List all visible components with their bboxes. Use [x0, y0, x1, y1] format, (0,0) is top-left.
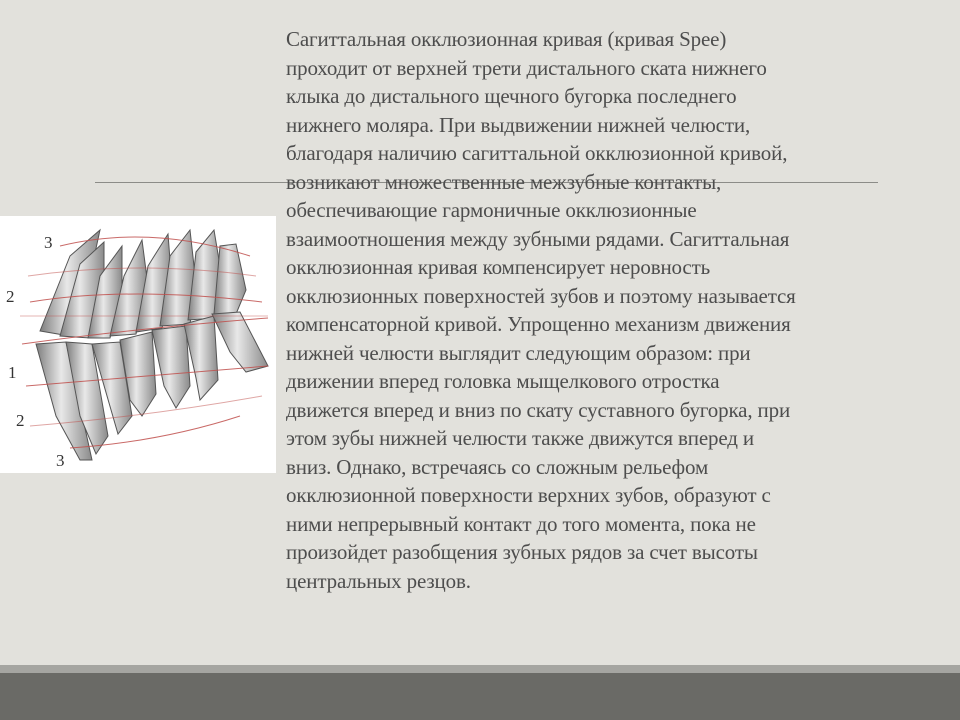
body-line: клыка до дистального щечного бугорка последнего — [286, 84, 737, 108]
body-line: нижней челюсти выглядит следующим образом: при — [286, 340, 751, 365]
body-line: центральных резцов. — [286, 568, 471, 593]
dental-arch-figure — [0, 216, 276, 473]
body-line: взаимоотношения между зубными рядами. Сагиттальная — [286, 226, 790, 251]
row-label-1: 1 — [8, 363, 17, 382]
body-line: нижнего моляра. При выдвижении нижней челюсти, — [286, 112, 751, 137]
footer-accent-strip — [0, 665, 960, 673]
teeth-occlusion-illustration — [0, 216, 276, 473]
body-line: вниз. Однако, встречаясь со сложным рельефом — [286, 454, 709, 479]
body-line: движении вперед головка мыщелкового отростка — [286, 369, 720, 393]
body-line: благодаря наличию сагиттальной окклюзионной кривой, — [286, 141, 788, 165]
slide-body-text — [286, 25, 951, 595]
body-line: окклюзионная кривая компенсирует неровность — [286, 255, 711, 279]
body-line: ними непрерывный контакт до того момента, пока не — [286, 511, 756, 536]
body-line: компенсаторной кривой. Упрощенно механизм движения — [286, 312, 791, 336]
body-line: окклюзионных поверхностей зубов и поэтому называется — [286, 283, 796, 308]
body-line: проходит от верхней трети дистального ската нижнего — [286, 55, 767, 80]
body-line: этом зубы нижней челюсти также движутся вперед и — [286, 426, 755, 450]
row-label-3-lower: 3 — [56, 451, 65, 470]
footer-band — [0, 673, 960, 720]
row-label-2-upper: 2 — [6, 287, 15, 306]
body-line: обеспечивающие гармоничные окклюзионные — [286, 198, 697, 222]
body-line: возникают множественные межзубные контакты, — [286, 169, 722, 194]
body-line: Сагиттальная окклюзионная кривая (кривая Spee) — [286, 27, 727, 51]
body-line: окклюзионной поверхности верхних зубов, образуют с — [286, 483, 771, 507]
row-label-2-lower: 2 — [16, 411, 25, 430]
body-line: движется вперед и вниз по скату суставного бугорка, при — [286, 397, 791, 422]
row-label-3-upper: 3 — [44, 233, 53, 252]
body-line: произойдет разобщения зубных рядов за счет высоты — [286, 540, 758, 564]
